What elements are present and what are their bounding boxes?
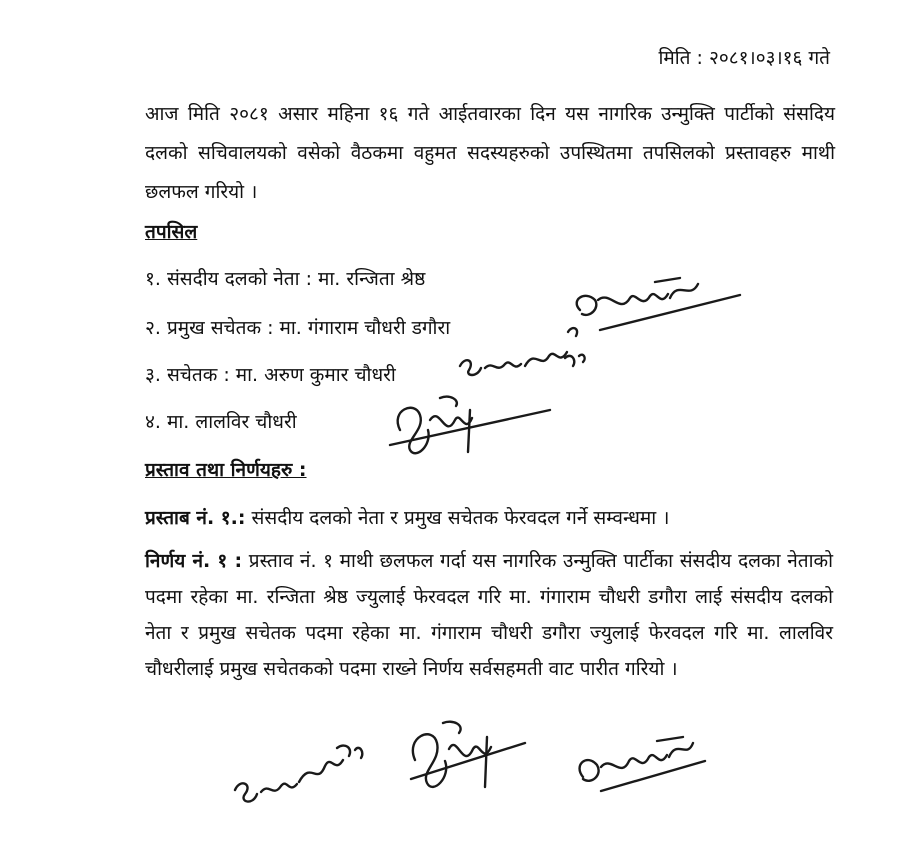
decision-text: प्रस्ताव नं. १ माथी छलफल गर्दा यस नागरिक उन्मुक्ति पार्टीका संसदीय दलका नेताको पदमा रहेका मा. रन्जिता श्रेष्ठ ज्युलाई फेरवदल गरि मा. गंगाराम चौधरी डगौरा लाई संसदीय दलको नेता र प्रमुख सचेतक पदमा रहेका मा. गंगाराम चौधरी डगौरा ज्युलाई फेरवदल गरि मा. लालविर चौधरीलाई प्रमुख सचेतकको पदमा राख्ने निर्णय सर्वसहमती वाट पारीत गरियो ।	[145, 550, 834, 680]
signature-gangaram-bottom	[565, 725, 715, 815]
proposal-text: संसदीय दलको नेता र प्रमुख सचेतक फेरवदल गर्ने सम्वन्धमा ।	[245, 507, 670, 529]
member-item-2: २. प्रमुख सचेतक : मा. गंगाराम चौधरी डगौरा	[145, 317, 451, 339]
proposal-heading: प्रस्ताव तथा निर्णयहरु :	[145, 459, 307, 481]
intro-paragraph: आज मिति २०८१ असार महिना १६ गते आईतवारका दिन यस नागरिक उन्मुक्ति पार्टीको संसदिय दलको सचिवालयको वसेको वैठकमा वहुमत सदस्यहरुको उपस्थितमा तपसिलको प्रस्तावहरु माथी छलफल गरियो ।	[145, 103, 835, 203]
decision-paragraph	[145, 543, 833, 687]
signature-lalvir-inline	[370, 390, 570, 470]
member-item-3: ३. सचेतक : मा. अरुण कुमार चौधरी	[145, 364, 396, 386]
member-item-1: १. संसदीय दलको नेता : मा. रन्जिता श्रेष्ठ	[145, 268, 426, 290]
member-item-4: ४. मा. लालविर चौधरी	[145, 411, 297, 433]
signature-lalvir-bottom	[395, 715, 545, 815]
signature-arun-inline	[455, 338, 605, 388]
signature-arun-bottom	[225, 730, 385, 820]
decision-label: निर्णय नं. १ :	[145, 550, 243, 572]
tapsil-heading: तपसिल	[145, 221, 198, 243]
proposal-label: प्रस्ताब नं. १.:	[145, 507, 246, 529]
proposal-paragraph	[145, 500, 833, 536]
date-line: मिति : २०८१।०३।१६ गते	[658, 47, 830, 69]
